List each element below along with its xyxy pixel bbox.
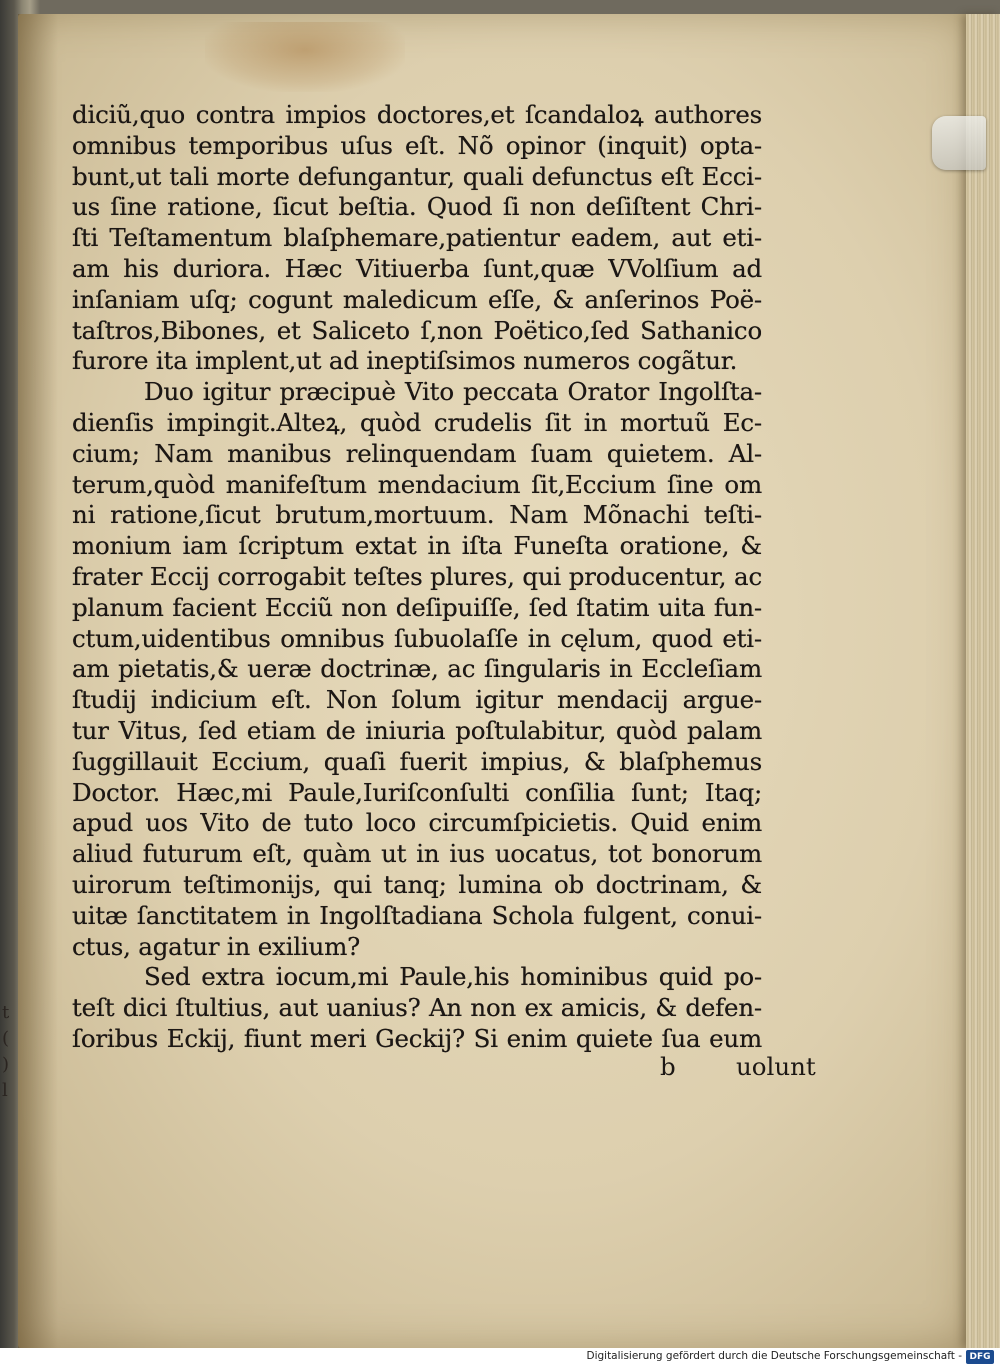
text-line-22: ſuggillauit Eccium, quaſi fuerit impius, & blaſphemus <box>72 746 762 776</box>
text-line-28: ctus, agatur in exilium? <box>72 931 361 961</box>
page-text <box>72 100 762 1055</box>
text-line-4: us ſine ratione, ſicut beſtia. Quod ſi non deſiſtent Chri- <box>72 192 762 222</box>
text-line-6: am his duriora. Hæc Vitiuerba ſunt,quæ VVolſium ad <box>72 253 762 283</box>
text-line-19: am pietatis,& ueræ doctrinæ, ac ſingularis in Eccleſiam <box>72 654 762 684</box>
text-line-29: Sed extra iocum,mi Paule,his hominibus quid po- <box>144 962 762 992</box>
text-line-2: omnibus temporibus uſus eſt. Nõ opinor (inquit) opta- <box>72 130 762 160</box>
dfg-logo: DFG <box>966 1350 994 1364</box>
text-line-5: ſti Teſtamentum blaſphemare,patientur eadem, aut eti- <box>72 223 762 253</box>
text-line-9: furore ita implent,ut ad ineptiſsimos numeros cogãtur. <box>72 346 738 376</box>
water-stain <box>205 22 405 92</box>
catch-line <box>72 1052 816 1082</box>
bookmark-tab <box>932 116 986 170</box>
text-line-7: inſaniam uſq; cogunt maledicum eſſe, & anſerinos Poë- <box>72 284 762 314</box>
text-line-27: uitæ ſanctitatem in Ingolſtadiana Schola fulgent, conui- <box>72 900 762 930</box>
text-line-11: dienſis impingit.Alteꝝ, quòd crudelis ſit in mortuũ Ec- <box>72 407 762 437</box>
text-line-24: apud uos Vito de tuto loco circumſpicietis. Quid enim <box>72 808 762 838</box>
text-line-23: Doctor. Hæc,mi Paule,Iuriſconſulti conſilia ſunt; Itaq; <box>72 777 762 807</box>
page-gutter-shadow <box>18 14 58 1348</box>
text-line-12: cium; Nam manibus relinquendam ſuam quietem. Al- <box>72 438 762 468</box>
text-line-8: taſtros,Bibones, et Saliceto ſ,non Poëtico,ſed Sathanico <box>72 315 762 345</box>
text-line-20: ſtudij indicium eſt. Non ſolum igitur mendacij argue- <box>72 685 762 715</box>
text-line-10: Duo igitur præcipuè Vito peccata Orator Ingolſta- <box>144 377 762 407</box>
text-line-21: tur Vitus, ſed etiam de iniuria poſtulabitur, quòd palam <box>72 715 762 745</box>
text-line-30: teſt dici ſtultius, aut uanius? An non ex amicis, & defen- <box>72 993 762 1023</box>
text-line-14: ni ratione,ſicut brutum,mortuum. Nam Mõnachi teſti- <box>72 500 762 530</box>
margin-marks: t ( ) l <box>2 1002 10 1101</box>
text-line-16: frater Eccij corrogabit teſtes plures, qui producentur, ac <box>72 561 762 591</box>
text-line-17: planum facient Ecciũ non deſipuiſſe, ſed ſtatim uita fun- <box>72 592 762 622</box>
funding-credit: Digitalisierung gefördert durch die Deutsche Forschungsgemeinschaft - <box>586 1350 962 1362</box>
catchword: uolunt <box>736 1052 816 1081</box>
text-line-15: monium iam ſcriptum extat in iſta Funeſta oratione, & <box>72 531 762 561</box>
text-line-3: bunt,ut tali morte defungantur, quali defunctus eſt Ecci- <box>72 161 762 191</box>
text-line-31: ſoribus Eckij, fiunt meri Geckij? Si enim quiete ſua eum <box>72 1023 762 1053</box>
text-line-25: aliud futurum eſt, quàm ut in ius uocatus, tot bonorum <box>72 839 762 869</box>
text-line-26: uirorum teſtimonijs, qui tanq; lumina ob doctrinam, & <box>72 869 762 899</box>
text-line-18: ctum,uidentibus omnibus ſubuolaſſe in cęlum, quod eti- <box>72 623 762 653</box>
text-line-13: terum,quòd manifeſtum mendacium ſit,Eccium ſine om <box>72 469 762 499</box>
signature-mark: b <box>660 1052 676 1081</box>
text-line-1: diciũ,quo contra impios doctores,et ſcandaloꝝ authores <box>72 100 762 129</box>
page-fore-edge <box>966 14 1000 1348</box>
